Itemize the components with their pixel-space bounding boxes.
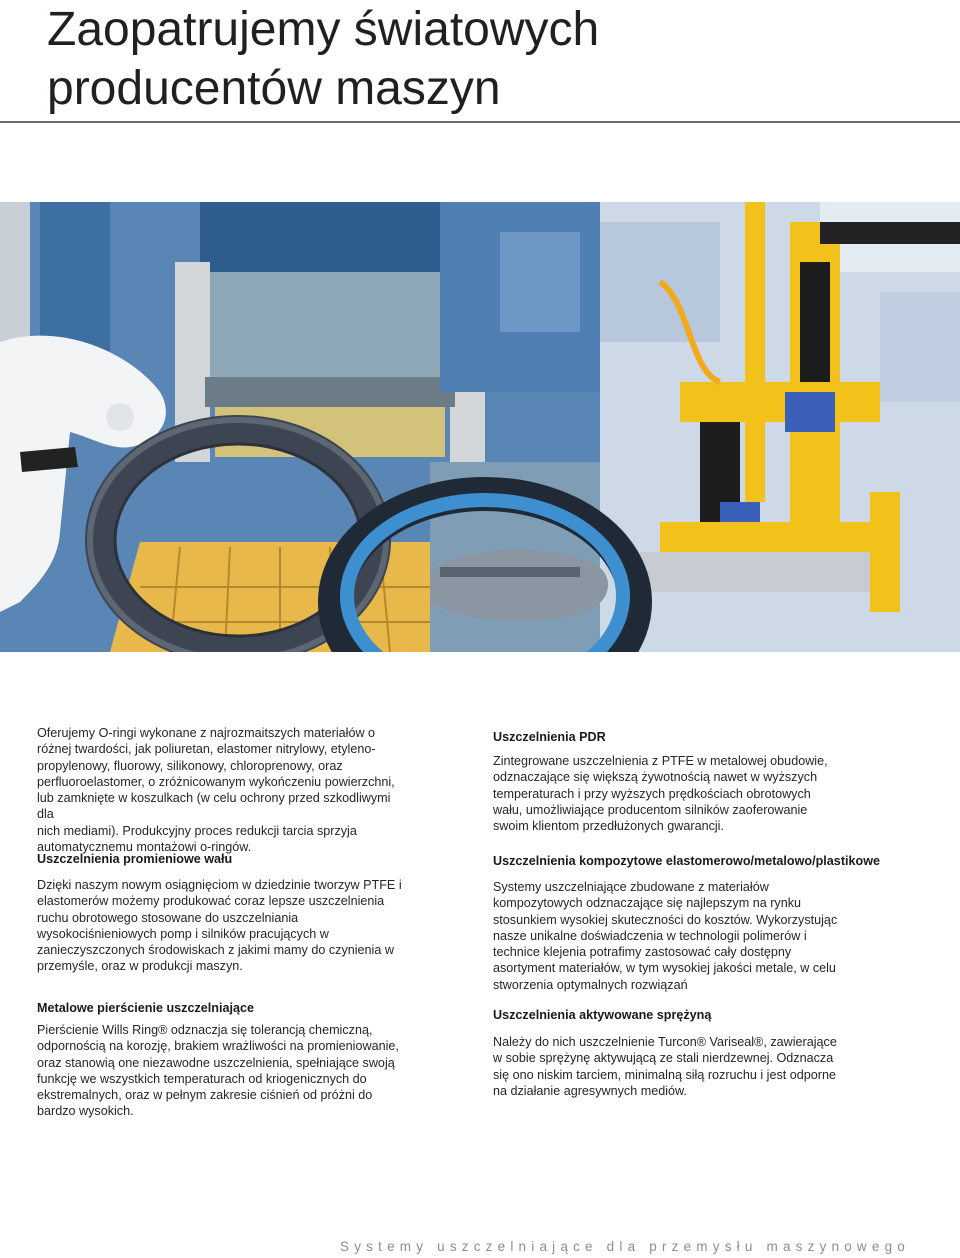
- text-line: temperaturach i przy wyższych prędkościach obrotowych: [493, 786, 811, 801]
- text-line: lub zamknięte w koszulkach (w celu ochrony przed szkodliwymi dla: [37, 791, 391, 822]
- robot-cable-track: [820, 222, 960, 244]
- text-line: zanieczyszczonych środowiskach z jakimi mamy do czynienia w: [37, 943, 394, 958]
- sheet-metal-part: [430, 550, 608, 622]
- section-pdr-seals: [493, 729, 838, 745]
- composite-seals-body: [493, 879, 838, 993]
- robot-motor: [785, 392, 835, 432]
- text-line: się ono niskim tarciem, minimalną siłą rozruchu i jest odporne: [493, 1067, 836, 1082]
- text-line: asortyment materiałów, w tym wysokiej jakości metale, w celu: [493, 961, 836, 976]
- robot-base-rail: [640, 552, 870, 592]
- title-line-2: producentów maszyn: [47, 62, 501, 115]
- text-line: oraz stanowią one niezawodne uszczelnienia, spełniające swoją: [37, 1055, 395, 1070]
- radial-seals-body: [37, 877, 402, 975]
- press-top-beam: [200, 202, 480, 272]
- hero-image: [0, 202, 960, 652]
- text-line: Pierścienie Wills Ring® odznaczja się tolerancją chemiczną,: [37, 1023, 373, 1037]
- text-line: nich mediami). Produkcyjny proces redukcji tarcia sprzyja: [37, 823, 357, 838]
- section-heading: Uszczelnienia kompozytowe elastomerowo/metalowo/plastikowe: [493, 854, 881, 868]
- text-line: Oferujemy O-ringi wykonane z najrozmaitszych materiałów o: [37, 726, 376, 740]
- machinery-collage-illustration: [0, 202, 960, 652]
- title-divider: [0, 121, 960, 123]
- text-line: Należy do nich uszczelnienie Turcon® Variseal®, zawierające: [493, 1035, 837, 1049]
- text-line: wysokociśnieniowych pomp i silników pracujących w: [37, 926, 329, 941]
- title-line-1: Zaopatrujemy światowych: [47, 3, 600, 56]
- text-line: wału, umożliwiające producentom silników zaoferowanie: [493, 802, 808, 817]
- page-title: [47, 0, 927, 118]
- text-line: Systemy uszczelniające zbudowane z materiałów: [493, 880, 769, 894]
- intro-paragraph: [37, 725, 402, 855]
- text-line: bardzo wysokich.: [37, 1104, 134, 1119]
- section-heading: Uszczelnienia PDR: [493, 730, 606, 744]
- text-line: przemyśle, oraz w produkcji maszyn.: [37, 959, 243, 974]
- text-line: Dzięki naszym nowym osiągnięciom w dziedzinie tworzyw PTFE i: [37, 878, 402, 892]
- text-line: w sobie sprężynę aktywującą ze stali nierdzewnej. Odznacza: [493, 1051, 834, 1066]
- text-line: perfluoroelastomer, o zróżnicowanym wykończeniu powierzchni,: [37, 774, 395, 789]
- section-heading: Metalowe pierścienie uszczelniające: [37, 1001, 254, 1015]
- text-line: swoim klientom przedłużonych gwarancji.: [493, 819, 724, 834]
- section-metal-rings: [37, 1000, 402, 1016]
- text-line: technice klejenia potrafimy zastosować cały dostępny: [493, 945, 792, 960]
- section-heading: Uszczelnienia aktywowane sprężyną: [493, 1008, 712, 1022]
- text-line: Zintegrowane uszczelnienia z PTFE w metalowej obudowie,: [493, 754, 828, 768]
- text-line: funkcję we wszystkich temperaturach od kriogenicznych do: [37, 1071, 367, 1086]
- metal-rings-body: [37, 1022, 402, 1120]
- pdr-seals-body: [493, 753, 838, 834]
- text-line: ekstremalnych, oraz w pełnym zakresie ciśnień od próżni do: [37, 1088, 373, 1103]
- text-line: różnej twardości, jak poliuretan, elastomer nitrylowy, etyleno-: [37, 742, 376, 757]
- section-heading: Uszczelnienia promieniowe wału: [37, 852, 233, 866]
- footer-tagline: Systemy uszczelniające dla przemysłu maszynowego: [340, 1239, 910, 1254]
- robot-vertical-axis: [745, 202, 765, 502]
- text-line: odznaczające się większą żywotnością nawet w wyższych: [493, 770, 818, 785]
- press-ram: [210, 272, 450, 382]
- text-line: na działanie agresywnych mediów.: [493, 1083, 687, 1098]
- text-line: nasze unikalne doświadczenia w technologii polimerów i: [493, 928, 807, 943]
- text-line: propylenowy, fluorowy, silikonowy, chloroprenowy, oraz: [37, 758, 343, 773]
- section-radial-seals: [37, 851, 402, 867]
- text-line: stworzenia optymalnych rozwiązań: [493, 977, 688, 992]
- text-line: automatycznemu montażowi o-ringów.: [37, 840, 252, 855]
- text-line: ruchu obrotowego stosowane do uszczelniania: [37, 910, 299, 925]
- text-line: elastomerów możemy produkować coraz lepsze uszczelnienia: [37, 894, 385, 909]
- text-line: kompozytowych odznaczające się najlepszym na rynku: [493, 896, 801, 911]
- text-line: odpornością na korozję, brakiem wrażliwości na promieniowanie,: [37, 1039, 399, 1054]
- section-spring-seals: [493, 1007, 838, 1023]
- spring-seals-body: [493, 1034, 838, 1099]
- section-composite-seals: [493, 853, 893, 869]
- text-line: stosunkiem wysokiej skuteczności do kosztów. Wykorzystując: [493, 912, 838, 927]
